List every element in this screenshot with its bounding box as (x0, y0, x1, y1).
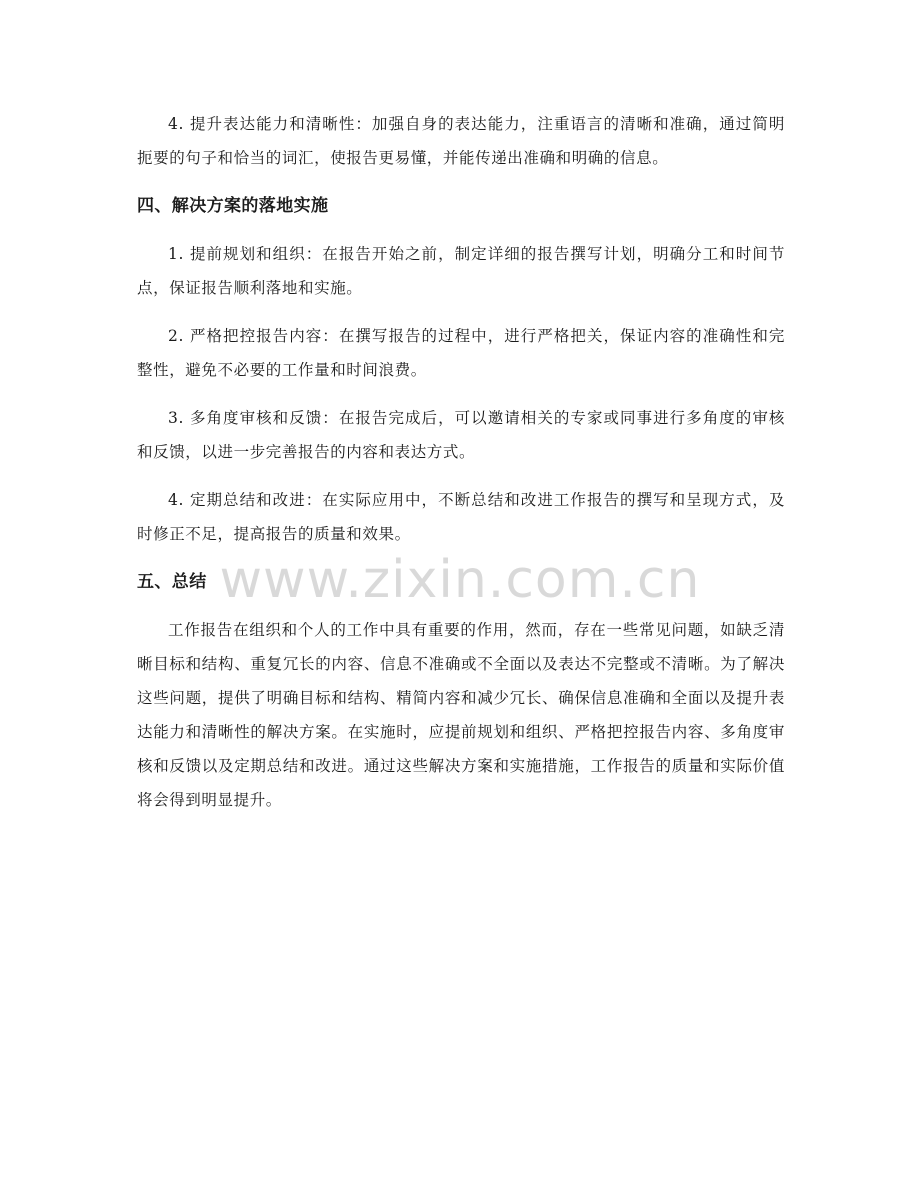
paragraph-section4-item4: 4. 定期总结和改进：在实际应用中，不断总结和改进工作报告的撰写和呈现方式，及时修正不足，提高报告的质量和效果。 (137, 491, 785, 543)
paragraph-section3-item4: 4. 提升表达能力和清晰性：加强自身的表达能力，注重语言的清晰和准确，通过简明扼要的句子和恰当的词汇，使报告更易懂，并能传递出准确和明确的信息。 (137, 115, 785, 167)
section5-heading: 五、总结 (137, 572, 207, 592)
document-body (137, 107, 785, 831)
watermark-text: www.zixin.com.cn (219, 550, 701, 610)
paragraph-section4-item2: 2. 严格把控报告内容：在撰写报告的过程中，进行严格把关，保证内容的准确性和完整性，避免不必要的工作量和时间浪费。 (137, 327, 785, 379)
paragraph-section5-body: 工作报告在组织和个人的工作中具有重要的作用，然而，存在一些常见问题，如缺乏清晰目标和结构、重复冗长的内容、信息不准确或不全面以及表达不完整或不清晰。为了解决这些问题，提供了明确目标和结构、精简内容和减少冗长、确保信息准确和全面以及提升表达能力和清晰性的解决方案。在实施时，应提前规划和组织、严格把控报告内容、多角度审核和反馈以及定期总结和改进。通过这些解决方案和实施措施，工作报告的质量和实际价值将会得到明显提升。 (137, 621, 785, 809)
paragraph-section4-item3: 3. 多角度审核和反馈：在报告完成后，可以邀请相关的专家或同事进行多角度的审核和反馈，以进一步完善报告的内容和表达方式。 (137, 409, 785, 461)
section4-heading: 四、解决方案的落地实施 (137, 196, 329, 216)
paragraph-section4-item1: 1. 提前规划和组织：在报告开始之前，制定详细的报告撰写计划，明确分工和时间节点，保证报告顺利落地和实施。 (137, 245, 785, 297)
